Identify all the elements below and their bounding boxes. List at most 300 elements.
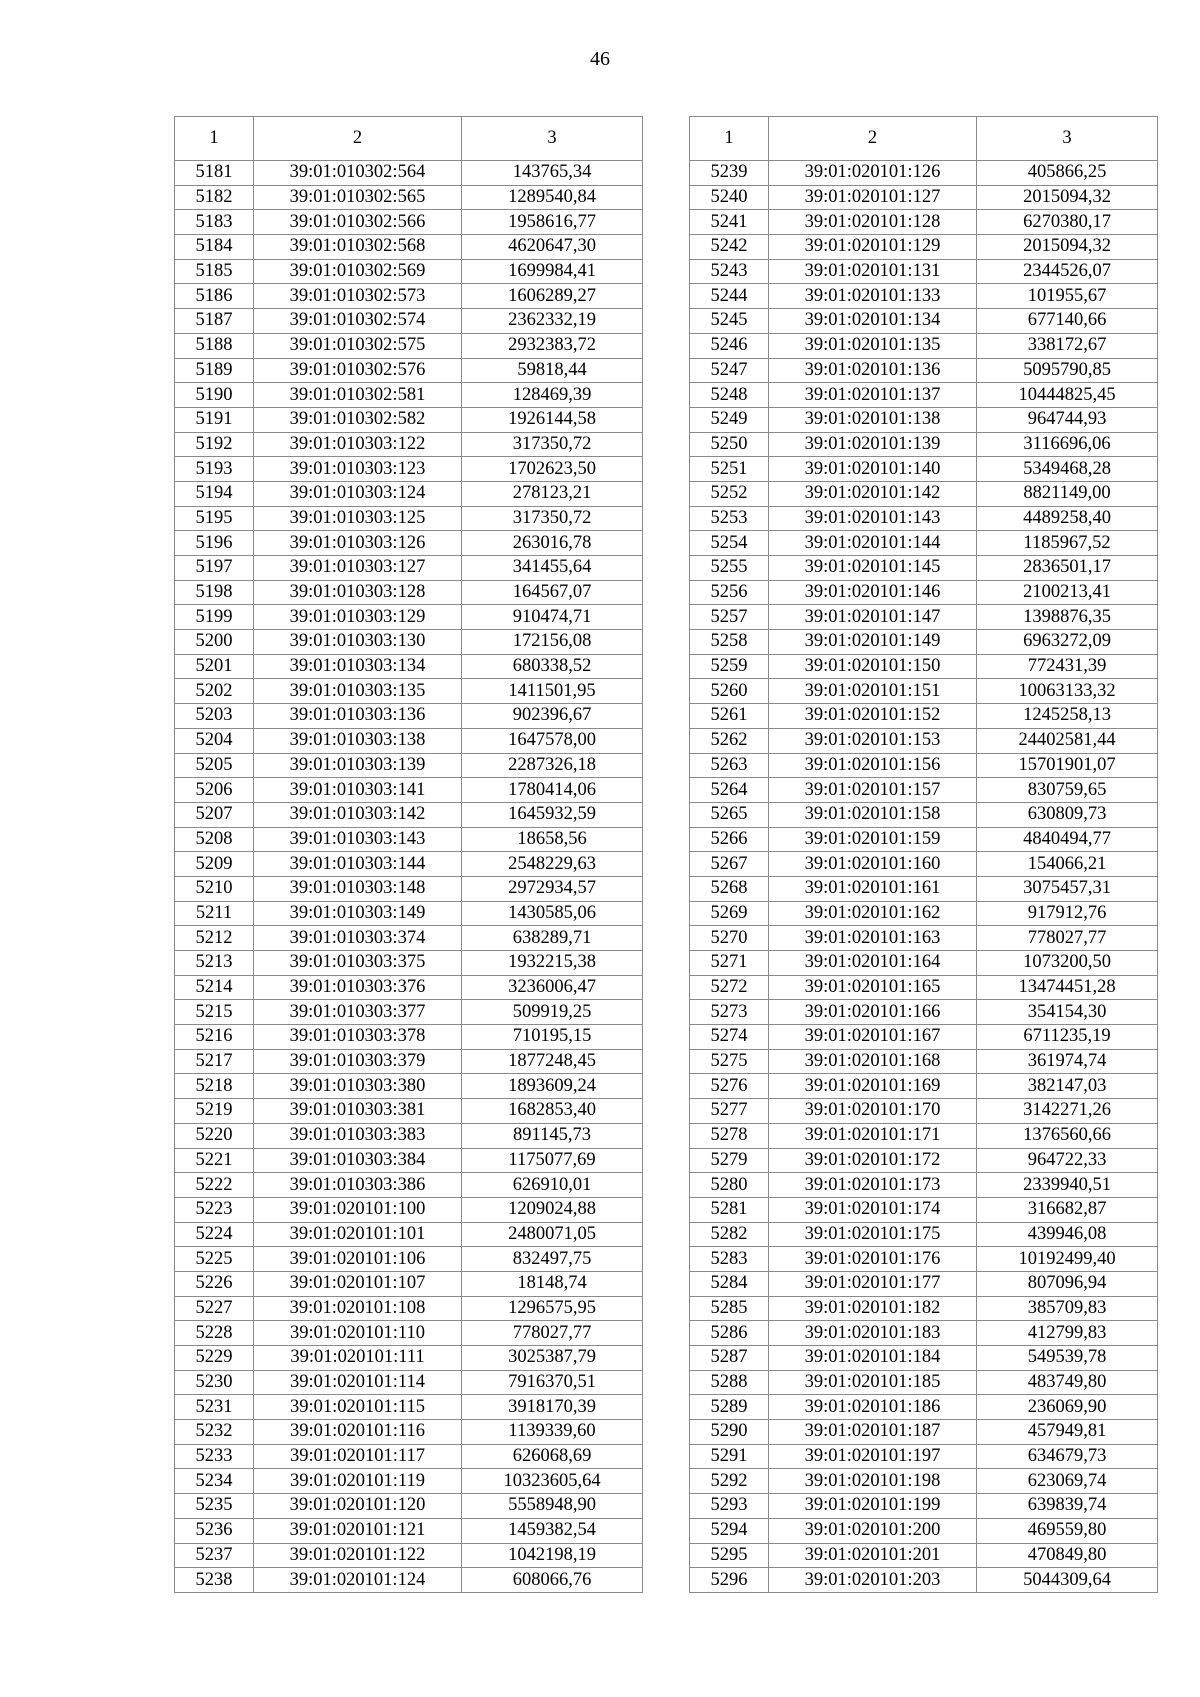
- row-number-cell: 5220: [175, 1123, 254, 1148]
- table-row: [690, 506, 1158, 531]
- cadastral-number-cell: 39:01:020101:176: [769, 1247, 977, 1272]
- value-cell: 807096,94: [977, 1271, 1158, 1296]
- table-row: [690, 1420, 1158, 1445]
- value-cell: 2932383,72: [462, 333, 643, 358]
- value-cell: 3075457,31: [977, 876, 1158, 901]
- row-number-cell: 5239: [690, 161, 769, 186]
- cadastral-number-cell: 39:01:010303:143: [254, 827, 462, 852]
- table-row: [690, 1296, 1158, 1321]
- row-number-cell: 5261: [690, 704, 769, 729]
- cadastral-number-cell: 39:01:010302:574: [254, 309, 462, 334]
- table-row: [175, 457, 643, 482]
- value-cell: 317350,72: [462, 506, 643, 531]
- row-number-cell: 5215: [175, 1000, 254, 1025]
- row-number-cell: 5225: [175, 1247, 254, 1272]
- table-row: [690, 1395, 1158, 1420]
- row-number-cell: 5295: [690, 1543, 769, 1568]
- row-number-cell: 5268: [690, 876, 769, 901]
- value-cell: 1430585,06: [462, 901, 643, 926]
- row-number-cell: 5245: [690, 309, 769, 334]
- value-cell: 1606289,27: [462, 284, 643, 309]
- row-number-cell: 5271: [690, 951, 769, 976]
- row-number-cell: 5291: [690, 1444, 769, 1469]
- value-cell: 2339940,51: [977, 1173, 1158, 1198]
- cadastral-number-cell: 39:01:010303:123: [254, 457, 462, 482]
- value-cell: 354154,30: [977, 1000, 1158, 1025]
- row-number-cell: 5262: [690, 728, 769, 753]
- table-row: [175, 358, 643, 383]
- table-row: [690, 1099, 1158, 1124]
- value-cell: 910474,71: [462, 605, 643, 630]
- cadastral-number-cell: 39:01:020101:120: [254, 1494, 462, 1519]
- cadastral-number-cell: 39:01:010303:141: [254, 778, 462, 803]
- value-cell: 830759,65: [977, 778, 1158, 803]
- table-row: [175, 1346, 643, 1371]
- row-number-cell: 5272: [690, 975, 769, 1000]
- table-row: [175, 1395, 643, 1420]
- table-row: [690, 407, 1158, 432]
- row-number-cell: 5258: [690, 630, 769, 655]
- value-cell: 1175077,69: [462, 1148, 643, 1173]
- table-row: [175, 481, 643, 506]
- table-row: [175, 753, 643, 778]
- value-cell: 2015094,32: [977, 235, 1158, 260]
- row-number-cell: 5279: [690, 1148, 769, 1173]
- value-cell: 2100213,41: [977, 580, 1158, 605]
- table-row: [175, 383, 643, 408]
- table-row: [690, 1494, 1158, 1519]
- value-cell: 164567,07: [462, 580, 643, 605]
- value-cell: 59818,44: [462, 358, 643, 383]
- cadastral-number-cell: 39:01:020101:144: [769, 531, 977, 556]
- cadastral-number-cell: 39:01:010303:376: [254, 975, 462, 1000]
- cadastral-number-cell: 39:01:020101:133: [769, 284, 977, 309]
- cadastral-number-cell: 39:01:020101:201: [769, 1543, 977, 1568]
- cadastral-number-cell: 39:01:010303:148: [254, 876, 462, 901]
- table-row: [175, 1494, 643, 1519]
- cadastral-number-cell: 39:01:010303:136: [254, 704, 462, 729]
- cadastral-number-cell: 39:01:020101:117: [254, 1444, 462, 1469]
- table-row: [690, 1000, 1158, 1025]
- row-number-cell: 5214: [175, 975, 254, 1000]
- value-cell: 10444825,45: [977, 383, 1158, 408]
- row-number-cell: 5231: [175, 1395, 254, 1420]
- table-row: [175, 432, 643, 457]
- value-cell: 1411501,95: [462, 679, 643, 704]
- value-cell: 772431,39: [977, 654, 1158, 679]
- cadastral-number-cell: 39:01:020101:170: [769, 1099, 977, 1124]
- cadastral-number-cell: 39:01:020101:177: [769, 1271, 977, 1296]
- value-cell: 778027,77: [462, 1321, 643, 1346]
- cadastral-number-cell: 39:01:020101:116: [254, 1420, 462, 1445]
- table-row: [690, 852, 1158, 877]
- value-cell: 2480071,05: [462, 1222, 643, 1247]
- value-cell: 2287326,18: [462, 753, 643, 778]
- row-number-cell: 5281: [690, 1197, 769, 1222]
- row-number-cell: 5207: [175, 802, 254, 827]
- cadastral-number-cell: 39:01:020101:173: [769, 1173, 977, 1198]
- cadastral-number-cell: 39:01:020101:119: [254, 1469, 462, 1494]
- cadastral-number-cell: 39:01:020101:153: [769, 728, 977, 753]
- table-row: [690, 1123, 1158, 1148]
- value-cell: 483749,80: [977, 1370, 1158, 1395]
- cadastral-number-cell: 39:01:020101:149: [769, 630, 977, 655]
- cadastral-number-cell: 39:01:020101:203: [769, 1568, 977, 1593]
- table-row: [175, 506, 643, 531]
- table-row: [175, 1271, 643, 1296]
- row-number-cell: 5182: [175, 185, 254, 210]
- value-cell: 24402581,44: [977, 728, 1158, 753]
- table-row: [690, 1247, 1158, 1272]
- value-cell: 1042198,19: [462, 1543, 643, 1568]
- row-number-cell: 5287: [690, 1346, 769, 1371]
- row-number-cell: 5232: [175, 1420, 254, 1445]
- row-number-cell: 5211: [175, 901, 254, 926]
- table-row: [175, 679, 643, 704]
- value-cell: 101955,67: [977, 284, 1158, 309]
- table-row: [175, 876, 643, 901]
- value-cell: 128469,39: [462, 383, 643, 408]
- cadastral-number-cell: 39:01:020101:171: [769, 1123, 977, 1148]
- row-number-cell: 5292: [690, 1469, 769, 1494]
- column-header-1: 1: [175, 117, 254, 161]
- row-number-cell: 5229: [175, 1346, 254, 1371]
- value-cell: 3236006,47: [462, 975, 643, 1000]
- cadastral-number-cell: 39:01:020101:159: [769, 827, 977, 852]
- cadastral-number-cell: 39:01:020101:198: [769, 1469, 977, 1494]
- cadastral-number-cell: 39:01:020101:197: [769, 1444, 977, 1469]
- row-number-cell: 5235: [175, 1494, 254, 1519]
- value-cell: 680338,52: [462, 654, 643, 679]
- table-row: [690, 1271, 1158, 1296]
- value-cell: 1645932,59: [462, 802, 643, 827]
- table-row: [690, 1370, 1158, 1395]
- value-cell: 3116696,06: [977, 432, 1158, 457]
- value-cell: 18148,74: [462, 1271, 643, 1296]
- table-row: [175, 951, 643, 976]
- value-cell: 2836501,17: [977, 556, 1158, 581]
- value-cell: 15701901,07: [977, 753, 1158, 778]
- table-row: [175, 1518, 643, 1543]
- cadastral-number-cell: 39:01:020101:168: [769, 1049, 977, 1074]
- cadastral-number-cell: 39:01:020101:162: [769, 901, 977, 926]
- table-row: [690, 951, 1158, 976]
- row-number-cell: 5195: [175, 506, 254, 531]
- row-number-cell: 5270: [690, 926, 769, 951]
- value-cell: 1647578,00: [462, 728, 643, 753]
- value-cell: 5349468,28: [977, 457, 1158, 482]
- row-number-cell: 5238: [175, 1568, 254, 1593]
- table-row: [690, 679, 1158, 704]
- cadastral-number-cell: 39:01:020101:184: [769, 1346, 977, 1371]
- row-number-cell: 5289: [690, 1395, 769, 1420]
- row-number-cell: 5273: [690, 1000, 769, 1025]
- row-number-cell: 5212: [175, 926, 254, 951]
- row-number-cell: 5192: [175, 432, 254, 457]
- row-number-cell: 5184: [175, 235, 254, 260]
- value-cell: 3025387,79: [462, 1346, 643, 1371]
- row-number-cell: 5269: [690, 901, 769, 926]
- table-row: [690, 358, 1158, 383]
- table-row: [690, 161, 1158, 186]
- table-row: [175, 630, 643, 655]
- row-number-cell: 5224: [175, 1222, 254, 1247]
- cadastral-number-cell: 39:01:020101:142: [769, 481, 977, 506]
- row-number-cell: 5244: [690, 284, 769, 309]
- row-number-cell: 5260: [690, 679, 769, 704]
- row-number-cell: 5181: [175, 161, 254, 186]
- cadastral-number-cell: 39:01:020101:101: [254, 1222, 462, 1247]
- table-row: [175, 778, 643, 803]
- row-number-cell: 5259: [690, 654, 769, 679]
- table-row: [690, 210, 1158, 235]
- cadastral-number-cell: 39:01:020101:164: [769, 951, 977, 976]
- cadastral-number-cell: 39:01:020101:157: [769, 778, 977, 803]
- cadastral-number-cell: 39:01:020101:126: [769, 161, 977, 186]
- row-number-cell: 5185: [175, 259, 254, 284]
- cadastral-number-cell: 39:01:020101:166: [769, 1000, 977, 1025]
- row-number-cell: 5198: [175, 580, 254, 605]
- row-number-cell: 5256: [690, 580, 769, 605]
- cadastral-number-cell: 39:01:010303:142: [254, 802, 462, 827]
- value-cell: 385709,83: [977, 1296, 1158, 1321]
- value-cell: 316682,87: [977, 1197, 1158, 1222]
- cadastral-number-cell: 39:01:010302:566: [254, 210, 462, 235]
- cadastral-number-cell: 39:01:020101:143: [769, 506, 977, 531]
- table-row: [690, 1469, 1158, 1494]
- cadastral-number-cell: 39:01:020101:145: [769, 556, 977, 581]
- table-row: [175, 407, 643, 432]
- table-row: [690, 1321, 1158, 1346]
- value-cell: 2344526,07: [977, 259, 1158, 284]
- table-row: [690, 975, 1158, 1000]
- row-number-cell: 5213: [175, 951, 254, 976]
- cadastral-number-cell: 39:01:010303:126: [254, 531, 462, 556]
- table-row: [175, 309, 643, 334]
- cadastral-number-cell: 39:01:020101:163: [769, 926, 977, 951]
- cadastral-number-cell: 39:01:010302:581: [254, 383, 462, 408]
- table-row: [175, 975, 643, 1000]
- table-row: [175, 531, 643, 556]
- table-row: [175, 580, 643, 605]
- cadastral-number-cell: 39:01:020101:160: [769, 852, 977, 877]
- cadastral-number-cell: 39:01:020101:183: [769, 1321, 977, 1346]
- cadastral-number-cell: 39:01:010303:130: [254, 630, 462, 655]
- value-cell: 172156,08: [462, 630, 643, 655]
- cadastral-number-cell: 39:01:010302:582: [254, 407, 462, 432]
- cadastral-number-cell: 39:01:010303:378: [254, 1025, 462, 1050]
- value-cell: 4489258,40: [977, 506, 1158, 531]
- cadastral-number-cell: 39:01:020101:185: [769, 1370, 977, 1395]
- column-header-2: 2: [254, 117, 462, 161]
- cadastral-number-cell: 39:01:010302:576: [254, 358, 462, 383]
- value-cell: 3918170,39: [462, 1395, 643, 1420]
- table-row: [175, 284, 643, 309]
- row-number-cell: 5237: [175, 1543, 254, 1568]
- row-number-cell: 5257: [690, 605, 769, 630]
- table-row: [690, 457, 1158, 482]
- row-number-cell: 5293: [690, 1494, 769, 1519]
- row-number-cell: 5219: [175, 1099, 254, 1124]
- row-number-cell: 5277: [690, 1099, 769, 1124]
- value-cell: 1185967,52: [977, 531, 1158, 556]
- table-row: [690, 383, 1158, 408]
- row-number-cell: 5209: [175, 852, 254, 877]
- table-row: [175, 1321, 643, 1346]
- table-row: [690, 1148, 1158, 1173]
- value-cell: 1398876,35: [977, 605, 1158, 630]
- table-row: [175, 1099, 643, 1124]
- cadastral-number-cell: 39:01:020101:156: [769, 753, 977, 778]
- row-number-cell: 5206: [175, 778, 254, 803]
- cadastral-number-cell: 39:01:010303:377: [254, 1000, 462, 1025]
- value-cell: 1893609,24: [462, 1074, 643, 1099]
- table-row: [690, 235, 1158, 260]
- value-cell: 1926144,58: [462, 407, 643, 432]
- table-row: [175, 235, 643, 260]
- value-cell: 1073200,50: [977, 951, 1158, 976]
- cadastral-number-cell: 39:01:020101:129: [769, 235, 977, 260]
- cadastral-number-cell: 39:01:010303:144: [254, 852, 462, 877]
- cadastral-number-cell: 39:01:020101:106: [254, 1247, 462, 1272]
- cadastral-number-cell: 39:01:010303:128: [254, 580, 462, 605]
- table-row: [690, 704, 1158, 729]
- row-number-cell: 5205: [175, 753, 254, 778]
- cadastral-number-cell: 39:01:020101:128: [769, 210, 977, 235]
- table-row: [175, 1469, 643, 1494]
- row-number-cell: 5183: [175, 210, 254, 235]
- table-row: [175, 259, 643, 284]
- value-cell: 509919,25: [462, 1000, 643, 1025]
- value-cell: 8821149,00: [977, 481, 1158, 506]
- column-header-3: 3: [462, 117, 643, 161]
- table-row: [175, 161, 643, 186]
- cadastral-number-cell: 39:01:010302:573: [254, 284, 462, 309]
- row-number-cell: 5218: [175, 1074, 254, 1099]
- row-number-cell: 5265: [690, 802, 769, 827]
- table-row: [175, 333, 643, 358]
- cadastral-number-cell: 39:01:020101:124: [254, 1568, 462, 1593]
- value-cell: 1702623,50: [462, 457, 643, 482]
- column-header-3: 3: [977, 117, 1158, 161]
- cadastral-number-cell: 39:01:020101:122: [254, 1543, 462, 1568]
- cadastral-number-cell: 39:01:010303:124: [254, 481, 462, 506]
- value-cell: 2972934,57: [462, 876, 643, 901]
- value-cell: 623069,74: [977, 1469, 1158, 1494]
- value-cell: 1932215,38: [462, 951, 643, 976]
- cadastral-number-cell: 39:01:010303:374: [254, 926, 462, 951]
- cadastral-number-cell: 39:01:020101:187: [769, 1420, 977, 1445]
- cadastral-number-cell: 39:01:020101:167: [769, 1025, 977, 1050]
- table-row: [175, 1025, 643, 1050]
- row-number-cell: 5230: [175, 1370, 254, 1395]
- value-cell: 317350,72: [462, 432, 643, 457]
- value-cell: 154066,21: [977, 852, 1158, 877]
- value-cell: 1296575,95: [462, 1296, 643, 1321]
- value-cell: 630809,73: [977, 802, 1158, 827]
- value-cell: 10323605,64: [462, 1469, 643, 1494]
- table-row: [175, 1049, 643, 1074]
- row-number-cell: 5200: [175, 630, 254, 655]
- row-number-cell: 5196: [175, 531, 254, 556]
- value-cell: 634679,73: [977, 1444, 1158, 1469]
- row-number-cell: 5275: [690, 1049, 769, 1074]
- cadastral-number-cell: 39:01:020101:152: [769, 704, 977, 729]
- value-cell: 143765,34: [462, 161, 643, 186]
- value-cell: 1209024,88: [462, 1197, 643, 1222]
- cadastral-number-cell: 39:01:020101:135: [769, 333, 977, 358]
- row-number-cell: 5263: [690, 753, 769, 778]
- cadastral-number-cell: 39:01:020101:114: [254, 1370, 462, 1395]
- value-cell: 1459382,54: [462, 1518, 643, 1543]
- value-cell: 382147,03: [977, 1074, 1158, 1099]
- row-number-cell: 5201: [175, 654, 254, 679]
- row-number-cell: 5204: [175, 728, 254, 753]
- row-number-cell: 5193: [175, 457, 254, 482]
- cadastral-number-cell: 39:01:010302:575: [254, 333, 462, 358]
- row-number-cell: 5241: [690, 210, 769, 235]
- table-right: [689, 116, 1158, 1593]
- row-number-cell: 5286: [690, 1321, 769, 1346]
- cadastral-number-cell: 39:01:010303:127: [254, 556, 462, 581]
- value-cell: 263016,78: [462, 531, 643, 556]
- row-number-cell: 5186: [175, 284, 254, 309]
- cadastral-number-cell: 39:01:010303:135: [254, 679, 462, 704]
- table-row: [175, 852, 643, 877]
- row-number-cell: 5227: [175, 1296, 254, 1321]
- cadastral-number-cell: 39:01:020101:136: [769, 358, 977, 383]
- row-number-cell: 5296: [690, 1568, 769, 1593]
- table-row: [690, 284, 1158, 309]
- row-number-cell: 5189: [175, 358, 254, 383]
- table-row: [690, 1518, 1158, 1543]
- cadastral-number-cell: 39:01:010303:129: [254, 605, 462, 630]
- value-cell: 13474451,28: [977, 975, 1158, 1000]
- row-number-cell: 5187: [175, 309, 254, 334]
- cadastral-number-cell: 39:01:010303:138: [254, 728, 462, 753]
- row-number-cell: 5243: [690, 259, 769, 284]
- table-row: [175, 605, 643, 630]
- value-cell: 639839,74: [977, 1494, 1158, 1519]
- row-number-cell: 5276: [690, 1074, 769, 1099]
- table-row: [175, 1173, 643, 1198]
- cadastral-number-cell: 39:01:020101:186: [769, 1395, 977, 1420]
- table-header-row: [175, 117, 643, 161]
- value-cell: 677140,66: [977, 309, 1158, 334]
- table-row: [690, 654, 1158, 679]
- value-cell: 361974,74: [977, 1049, 1158, 1074]
- tables-container: [174, 116, 1154, 1596]
- cadastral-number-cell: 39:01:020101:115: [254, 1395, 462, 1420]
- cadastral-number-cell: 39:01:020101:182: [769, 1296, 977, 1321]
- value-cell: 1780414,06: [462, 778, 643, 803]
- table-row: [690, 1568, 1158, 1593]
- row-number-cell: 5228: [175, 1321, 254, 1346]
- row-number-cell: 5222: [175, 1173, 254, 1198]
- table-row: [690, 926, 1158, 951]
- value-cell: 1376560,66: [977, 1123, 1158, 1148]
- cadastral-number-cell: 39:01:020101:151: [769, 679, 977, 704]
- cadastral-number-cell: 39:01:010302:564: [254, 161, 462, 186]
- table-row: [690, 556, 1158, 581]
- table-row: [175, 654, 643, 679]
- cadastral-number-cell: 39:01:010303:139: [254, 753, 462, 778]
- row-number-cell: 5217: [175, 1049, 254, 1074]
- table-row: [690, 901, 1158, 926]
- value-cell: 626910,01: [462, 1173, 643, 1198]
- cadastral-number-cell: 39:01:010303:149: [254, 901, 462, 926]
- row-number-cell: 5202: [175, 679, 254, 704]
